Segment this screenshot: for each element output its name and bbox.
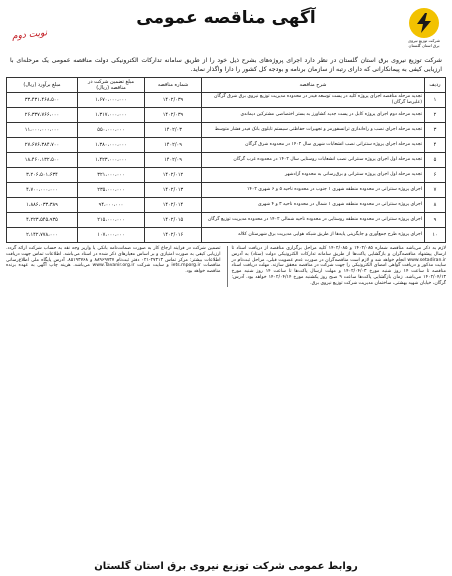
table-row — [7, 93, 446, 108]
cell-estimate: ۴،۷۰۰،۰۰۰،۰۰۰ — [7, 183, 78, 198]
cell-estimate: ۳،۲۰۶،۵۰۱،۶۳۴ — [7, 168, 78, 183]
notes-section — [6, 246, 446, 287]
cell-desc: تجدید مرحله اجرای نصب و راه‌اندازی ترانسفورمر و تجهیزات حفاظتی سیستم تابلوی بانک فیدر فشار متوسط — [202, 123, 425, 138]
cell-estimate: ۲،۱۴۲،۷۷۸،۰۰۰ — [7, 228, 78, 243]
table-row — [7, 183, 446, 198]
cell-desc: اجرای پروژه سنترانی در محدوده منطقه شهری ۱ شمال در محدوده ناحیه ۳ و ۴ شهری — [202, 198, 425, 213]
cell-number: ۱۴۰۲/۰۱۵ — [145, 213, 202, 228]
cell-no: ۲ — [425, 108, 446, 123]
col-header-number: شماره مناقصه — [145, 78, 202, 93]
cell-guarantee: ۱،۶۷۰،۰۰۰،۰۰۰ — [78, 93, 145, 108]
cell-number: ۱۴۰۲/۰۹ — [145, 153, 202, 168]
cell-no: ۷ — [425, 183, 446, 198]
cell-no: ۶ — [425, 168, 446, 183]
col-header-estimate: مبلغ برآورد (ریال) — [7, 78, 78, 93]
cell-estimate: ۱۸،۴۶۰،۱۳۲،۵۰۰ — [7, 153, 78, 168]
table-row — [7, 213, 446, 228]
notes-left: تضمین شرکت در فرایند ارجاع کار به صورت ضمانت‌نامه بانکی یا واریز وجه نقد به حساب شرکت ارائه گردد. ارزیابی کیفی به صورت امتیازی و بر اساس معیارهای ذکر شده در اسناد می‌باشد. اطلاعات تماس جهت دریافت اطلاعات بیشتر: مرکز تماس ۲۷۳۱۳-۰۲۱ دفتر ثبت‌نام ۸۸۹۶۹۷۳۷ و ۸۵۱۹۳۷۶۸. آدرس پایگاه ملی اطلاع‌رسانی مناقصات iets.mporg.ir و سایت شرکت www.Tavanir.org.ir می‌باشد. هزینه چاپ آگهی به عهده برنده مناقصه خواهد بود. — [6, 246, 221, 275]
intro-paragraph: شرکت توزیع نیروی برق استان گلستان در نظر دارد اجرای پروژه‌های بشرح ذیل خود را از طریق سامانه تدارکات الکترونیکی دولت مناقصه عمومی یک مرحله‌ای با ارزیابی کیفی به پیمانکارانی که دارای رتبه از سازمان برنامه و بودجه کل کشور را دارا واگذار نماید. — [10, 57, 442, 73]
cell-no: ۳ — [425, 123, 446, 138]
cell-no: ۹ — [425, 213, 446, 228]
cell-number: ۱۴۰۲/۰۳۹ — [145, 108, 202, 123]
col-header-no: ردیف — [425, 78, 446, 93]
table-row — [7, 138, 446, 153]
cell-guarantee: ۲۳۵،۰۰۰،۰۰۰ — [78, 183, 145, 198]
col-header-guarantee: مبلغ تضمین شرکت در مناقصه (ریال) — [78, 78, 145, 93]
cell-desc: اجرای پروژه سنترانی در محدوده منطقه شهری ۱ جنوب در محدوده ناحیه ۵ و ۶ شهری ۱۴۰۲ — [202, 183, 425, 198]
cell-no: ۵ — [425, 153, 446, 168]
cell-number: ۱۴۰۲/۰۱۲ — [145, 168, 202, 183]
cell-number: ۱۴۰۲/۰۱۶ — [145, 228, 202, 243]
cell-number: ۱۴۰۲/۰۱۴ — [145, 198, 202, 213]
round-label: نوبت دوم — [11, 28, 48, 42]
tender-table — [6, 77, 446, 243]
cell-desc: تجدید مرحله اول اجرای پروژه سنترانی و برق‌رسانی به محدوده آزادشهر — [202, 168, 425, 183]
cell-guarantee: ۵۵۰،۰۰۰،۰۰۰ — [78, 123, 145, 138]
cell-estimate: ۱،۸۸۶،۰۳۳،۳۸۹ — [7, 198, 78, 213]
table-row — [7, 198, 446, 213]
logo-caption: شرکت توزیع نیروی برق استان گلستان — [408, 38, 440, 48]
cell-no: ۸ — [425, 198, 446, 213]
cell-estimate: ۳۳،۴۳۱،۴۶۸،۵۰۰ — [7, 93, 78, 108]
cell-no: ۱ — [425, 93, 446, 108]
cell-number: ۱۴۰۲/۰۳۹ — [145, 93, 202, 108]
cell-guarantee: ۱،۳۱۷،۰۰۰،۰۰۰ — [78, 108, 145, 123]
cell-desc: تجدید مرحله دوم اجرای پروژه کابل در پست جدید کشاورز به بستر اختصاصی مشترکین دیماندی — [202, 108, 425, 123]
cell-estimate: ۴،۲۲۳،۵۴۵،۹۳۵ — [7, 213, 78, 228]
cell-no: ۴ — [425, 138, 446, 153]
header — [6, 4, 446, 54]
cell-guarantee: ۱،۴۲۳،۰۰۰،۰۰۰ — [78, 153, 145, 168]
cell-estimate: ۲۷،۶۷۶،۳۸۴،۷۰۰ — [7, 138, 78, 153]
col-header-desc: شرح مناقصه — [202, 78, 425, 93]
cell-guarantee: ۳۲۱،۰۰۰،۰۰۰ — [78, 168, 145, 183]
table-row — [7, 228, 446, 243]
cell-guarantee: ۱۰۷،۰۰۰،۰۰۰ — [78, 228, 145, 243]
footer-signature: روابط عمومی شرکت توزیع نیروی برق استان گلستان — [94, 561, 358, 572]
cell-desc: اجرای پروژه طرح جمع‌آوری و جایگزینی پایه‌ها از طریق شبکه هوایی مدیریت برق شهرستان کلاله — [202, 228, 425, 243]
cell-desc: تجدید مرحله اجرای پروژه سنترانی نصب انشعابات شهری سال ۱۴۰۲ در محدوده شرق گرگان — [202, 138, 425, 153]
cell-number: ۱۴۰۲/۰۳ — [145, 123, 202, 138]
cell-desc: تجدید مرحله اول اجرای پروژه سنترانی نصب انشعابات روستایی سال ۱۴۰۲ در محدوده غرب گرگان — [202, 153, 425, 168]
cell-guarantee: ۲۱۵،۰۰۰،۰۰۰ — [78, 213, 145, 228]
cell-no: ۱۰ — [425, 228, 446, 243]
notes-right: لازم به ذکر می‌باشد مناقصه شماره ۱۴۰۲/۰۸۵ و ۱۴۰۲/۰۸۵ کلیه مراحل برگزاری مناقصه از دریافت اسناد تا ارسال پیشنهاد مناقصه‌گران و بازگشایی پاکت‌ها از طریق سامانه تدارکات الکترونیکی دولت (ستاد) به آدرس www.setadiran.ir انجام خواهد شد و لازم است مناقصه‌گران در صورت عدم عضویت قبلی، مراحل ثبت‌نام در سایت مذکور و دریافت گواهی امضای الکترونیکی را جهت شرکت در مناقصه محقق سازند. مهلت دریافت اسناد مناقصه تا ساعت ۱۴ روز شنبه مورخ ۱۴۰۲/۰۴/۰۳ و مهلت ارسال پاکت‌ها تا ساعت ۱۴ روز شنبه مورخ ۱۴۰۲/۰۴/۱۳ می‌باشد. زمان بازگشایی پاکت‌ها ساعت ۹ صبح روز یکشنبه مورخ ۱۴۰۲/۰۴/۱۴ خواهد بود. آدرس: گرگان، خیابان شهید بهشتی، ساختمان مدیریت شرکت توزیع نیروی برق. — [227, 246, 447, 287]
page-title: آگهی مناقصه عمومی — [136, 8, 316, 28]
table-header-row — [7, 78, 446, 93]
table-row — [7, 153, 446, 168]
cell-estimate: ۱۱،۰۰۰،۰۰۰،۰۰۰ — [7, 123, 78, 138]
cell-estimate: ۲۶،۳۳۷،۷۶۶،۰۰۰ — [7, 108, 78, 123]
cell-guarantee: ۱،۳۸۰،۰۰۰،۰۰۰ — [78, 138, 145, 153]
cell-guarantee: ۹۴،۰۰۰،۰۰۰ — [78, 198, 145, 213]
cell-number: ۱۴۰۲/۰۱۳ — [145, 183, 202, 198]
table-row — [7, 108, 446, 123]
table-row — [7, 123, 446, 138]
cell-desc: تجدید مرحله مناقصه اجرای پروژه کلید در پست توسعه فیدر در محدوده مدیریت توزیع نیروی برق شرق گرگان (علیرضا گرگان) — [202, 93, 425, 108]
cell-number: ۱۴۰۲/۰۹ — [145, 138, 202, 153]
table-row — [7, 168, 446, 183]
cell-desc: اجرای پروژه سنترانی در محدوده منطقه روستایی در محدوده ناحیه شمالی ۱۴۰۲ در محدوده مدیریت توزیع گرگان — [202, 213, 425, 228]
